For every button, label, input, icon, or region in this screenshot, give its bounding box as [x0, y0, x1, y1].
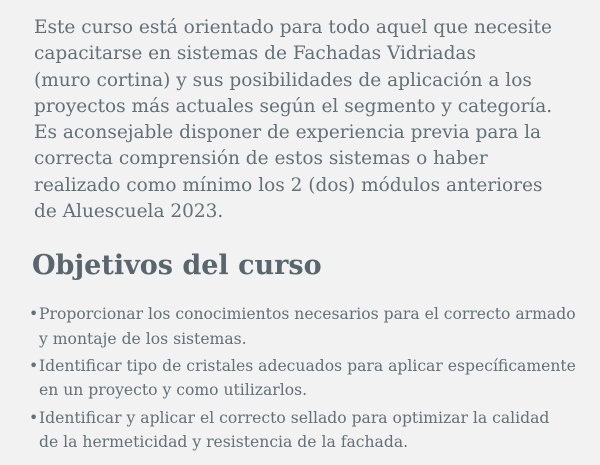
intro-line: Es aconsejable disponer de experiencia previa para la [34, 122, 542, 144]
objective-line: Identificar y aplicar el correcto sellado para optimizar la calidad [39, 408, 550, 427]
objectives-heading: Objetivos del curso [32, 250, 322, 282]
objective-item [29, 302, 576, 351]
bullet-icon: • [29, 305, 39, 324]
intro-line: de Aluescuela 2023. [34, 201, 224, 223]
objective-item [29, 406, 569, 455]
intro-line: (muro cortina) y sus posibilidades de aplicación a los [34, 69, 532, 91]
objectives-list [29, 302, 576, 454]
bullet-icon: • [29, 356, 39, 375]
intro-line: proyectos más actuales según el segmento y categoría. [34, 95, 553, 117]
objective-line: Proporcionar los conocimientos necesarios para el correcto armado [39, 305, 576, 324]
objective-line: de la hermeticidad y resistencia de la fachada. [39, 432, 409, 451]
intro-line: realizado como mínimo los 2 (dos) módulos anteriores [34, 174, 543, 196]
intro-line: Este curso está orientado para todo aquel que necesite [34, 17, 552, 38]
objective-item [29, 354, 576, 403]
objective-line: en un proyecto y como utilizarlos. [39, 381, 308, 400]
objective-line: y montaje de los sistemas. [39, 329, 247, 348]
objective-line: Identificar tipo de cristales adecuados para aplicar específicamente [39, 356, 576, 375]
intro-line: correcta comprensión de estos sistemas o haber [34, 148, 488, 170]
intro-paragraph [34, 15, 574, 225]
intro-line: capacitarse en sistemas de Fachadas Vidriadas [34, 43, 476, 65]
bullet-icon: • [29, 408, 39, 427]
